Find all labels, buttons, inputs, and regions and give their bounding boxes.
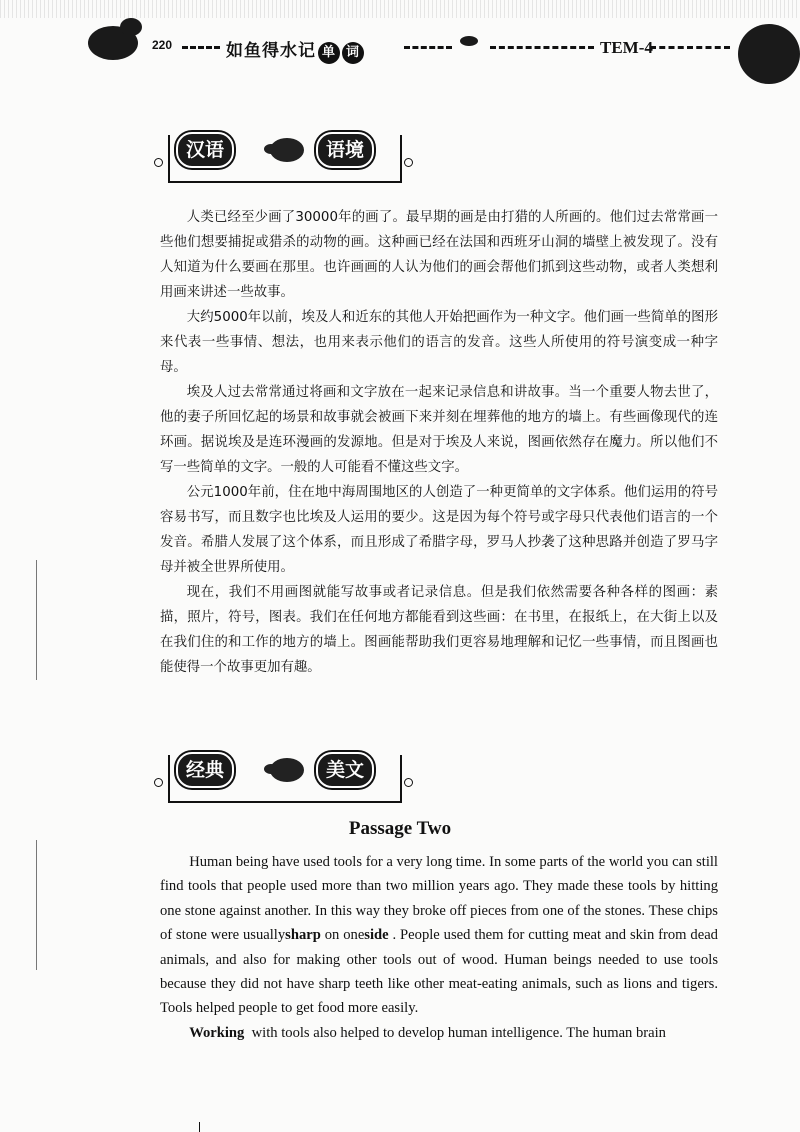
page-number: 220: [152, 38, 173, 52]
book-title-text: 如鱼得水记: [226, 41, 316, 61]
section-label-left: 经典: [176, 752, 234, 788]
margin-line-left-lower: [36, 840, 37, 970]
header-dash-1: [182, 40, 220, 49]
english-paragraph-1: [160, 850, 718, 1021]
header-dash-4: [650, 40, 730, 49]
ink-splash-icon: [264, 134, 310, 164]
right-dot-icon: [404, 778, 413, 787]
english-passage: [160, 850, 718, 1045]
p1-text: Human being have used tools for a very long time. In some parts of the world you can still find tools that people used more than two million years ago. They made these tools by hitting one stone against another. In this way they broke off pieces from one of the stones. These chips of stone were usually: [160, 854, 718, 944]
right-dot-icon: [404, 158, 413, 167]
section-label-right: 美文: [316, 752, 374, 788]
p1-end: . People used them for cutting meat and skin from dead animals, and also for making other tools out of wood. Human beings needed to use tools because they did not have sharp teeth like other meat-eating animals, such as lions and tigers. Tools helped people to get food more easily.: [160, 927, 718, 1017]
keyword-working: Working: [189, 1024, 245, 1041]
circle-char-2: 词: [342, 42, 364, 64]
chinese-paragraph-3: 埃及人过去常常通过将画和文字放在一起来记录信息和讲故事。当一个重要人物去世了，他的妻子所回忆起的场景和故事就会被画下来并刻在埋葬他的地方的墙上。有些画像现代的连环画。据说埃及是连环漫画的发源地。但是对于埃及人来说，图画依然存在魔力。所以他们不写一些简单的文字。一般的人可能看不懂这些文字。: [160, 385, 718, 475]
header-texture: [0, 0, 800, 18]
p2-text: with tools also helped to develop human intelligence. The human brain: [244, 1024, 666, 1041]
left-dot-icon: [154, 158, 163, 167]
keyword-sharp: sharp: [285, 927, 321, 944]
keyword-side: side: [364, 927, 389, 944]
section-heading-classic-essay: [154, 752, 414, 802]
header-dash-3: [490, 40, 594, 49]
chinese-paragraph-5: 现在，我们不用画图就能写故事或者记录信息。但是我们依然需要各种各样的图画：素描，照片，符号，图表。我们在任何地方都能看到这些画：在书里，在报纸上，在大街上以及在我们住的和工作的地方的墙上。图画能帮助我们更容易地理解和记忆一些事情，而且图画也能使得一个故事更加有趣。: [160, 585, 718, 675]
exam-label: TEM-4: [600, 38, 653, 57]
ink-splash-left-small-icon: [120, 18, 142, 36]
ink-splash-mid-icon: [460, 36, 478, 46]
book-title: [226, 36, 364, 64]
circle-char-1: 单: [318, 42, 340, 64]
chinese-paragraph-4: 公元1000年前，住在地中海周围地区的人创造了一种更简单的文字体系。他们运用的符号容易书写，而且数字也比埃及人运用的要少。这是因为每个符号或字母只代表他们语言的一个发音。希腊人发展了这个体系，而且形成了希腊字母，罗马人抄袭了这种思路并创造了罗马字母并被全世界所使用。: [160, 485, 718, 575]
p1-mid: on one: [320, 927, 365, 944]
english-paragraph-2: [160, 1021, 718, 1045]
section-label-left: 汉语: [176, 132, 234, 168]
section-label-right: 语境: [316, 132, 374, 168]
ink-splash-right-icon: [738, 24, 800, 84]
chinese-paragraph-2: 大约5000年以前，埃及人和近东的其他人开始把画作为一种文字。他们画一些简单的图形来代表一些事情、想法，也用来表示他们的语言的发音。这些人所使用的符号演变成一种字母。: [160, 310, 718, 375]
page-header: [0, 0, 800, 90]
ink-splash-icon: [264, 754, 310, 784]
passage-title: Passage Two: [348, 818, 452, 839]
left-dot-icon: [154, 778, 163, 787]
header-dash-2: [404, 40, 452, 49]
section-heading-chinese-context: [154, 132, 414, 182]
chinese-translation: [160, 205, 718, 680]
chinese-paragraph-1: 人类已经至少画了30000年的画了。最早期的画是由打猎的人所画的。他们过去常常画一些他们想要捕捉或猎杀的动物的画。这种画已经在法国和西班牙山洞的墙壁上被发现了。没有人知道为什么要画在那里。也许画画的人认为他们的画会帮他们抓到这些动物，或者人类想利用画来讲述一些故事。: [160, 210, 718, 300]
bottom-tick: [199, 1122, 200, 1132]
margin-line-left: [36, 560, 37, 680]
